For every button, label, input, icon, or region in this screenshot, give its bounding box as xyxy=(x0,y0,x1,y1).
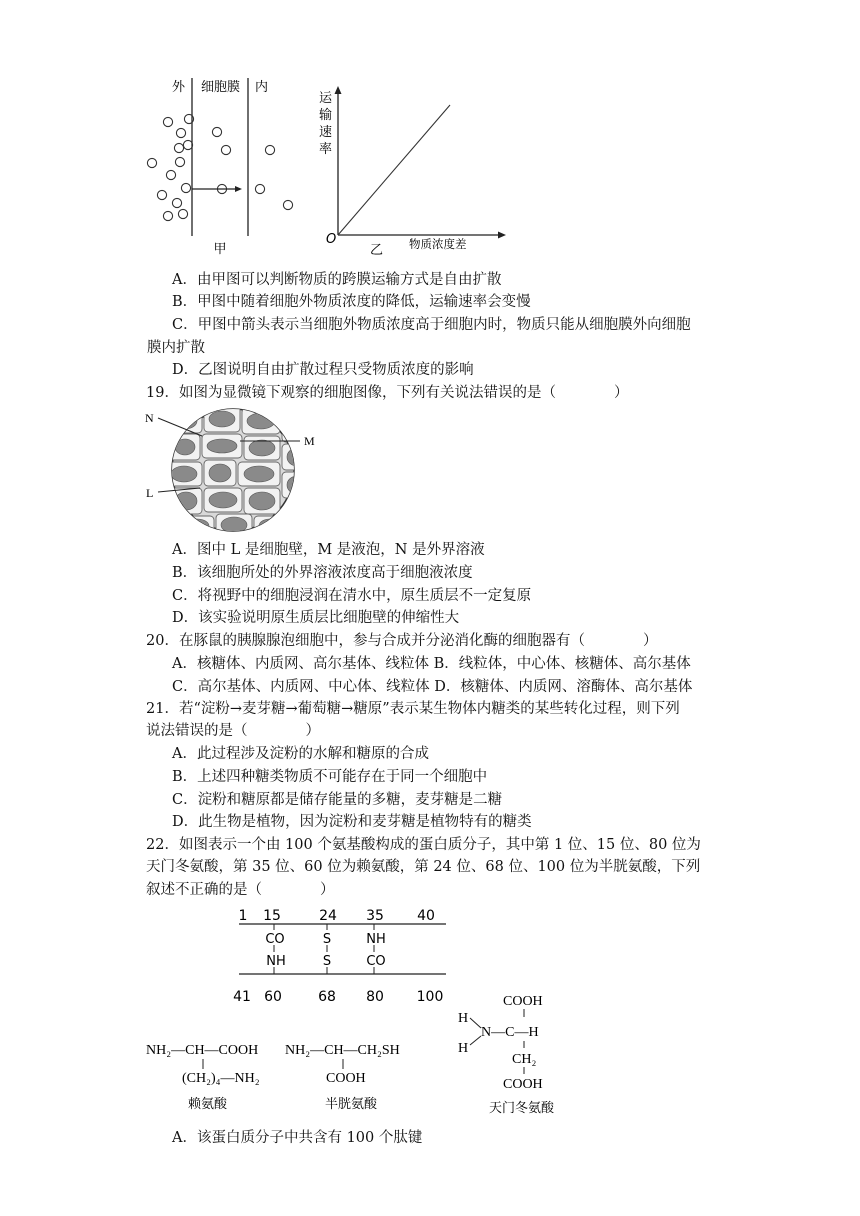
molecule xyxy=(174,143,183,152)
q22-stem: 22．如图表示一个由 100 个氨基酸构成的蛋白质分子，其中第 1 位、15 位、80 位为 xyxy=(146,837,701,853)
q21-stem: 21．若“淀粉→麦芽糖→葡萄糖→糖原”表示某生物体内糖类的某些转化过程，则下列 xyxy=(146,701,680,717)
q20-stem: 20．在豚鼠的胰腺腺泡细胞中，参与合成并分泌消化酶的细胞器有（ ） xyxy=(146,633,658,649)
x-axis-arrow xyxy=(498,232,506,239)
molecule xyxy=(163,117,172,126)
q22-stem-cont: 天门冬氨酸，第 35 位、60 位为赖氨酸，第 24 位、68 位、100 位为半胱氨酸，下列 xyxy=(146,859,701,875)
label-M: M xyxy=(304,434,315,448)
q19-option-c: C．将视野中的细胞浸润在清水中，原生质层不一定复原 xyxy=(172,588,532,604)
molecule xyxy=(283,200,292,209)
label-membrane: 细胞膜 xyxy=(201,80,241,95)
asp-H1: H xyxy=(458,1011,469,1026)
chain-top-pos: 35 xyxy=(366,908,384,924)
ylabel-char: 率 xyxy=(319,142,333,157)
molecule xyxy=(221,145,230,154)
origin-label: O xyxy=(326,232,337,247)
asp-H2: H xyxy=(458,1041,469,1056)
q21-stem-cont: 说法错误的是（ ） xyxy=(146,723,320,739)
chain-top-pos: 40 xyxy=(417,908,435,924)
q21-option-d: D．此生物是植物，因为淀粉和麦芽糖是植物特有的糖类 xyxy=(172,814,532,830)
molecule xyxy=(175,157,184,166)
caption-jia: 甲 xyxy=(213,242,227,257)
chain-bottom-pos: 80 xyxy=(366,989,384,1003)
chain-bottom-pos: 68 xyxy=(318,989,336,1003)
q19-option-a: A．图中 L 是细胞壁，M 是液泡，N 是外界溶液 xyxy=(172,542,485,558)
q18-option-c-cont: 膜内扩散 xyxy=(147,340,205,356)
q18-option-d: D．乙图说明自由扩散过程只受物质浓度的影响 xyxy=(172,362,474,378)
bond3-top: NH xyxy=(366,932,386,947)
bond1-top: CO xyxy=(265,932,285,947)
label-L: L xyxy=(146,486,154,500)
q22-stem-cont: 叙述不正确的是（ ） xyxy=(146,882,335,898)
bond2-bottom: S xyxy=(322,954,332,969)
chain-top-pos: 1 xyxy=(238,908,248,924)
y-axis-arrow xyxy=(335,86,342,94)
q21-option-c: C．淀粉和糖原都是储存能量的多糖，麦芽糖是二糖 xyxy=(172,792,503,808)
molecule xyxy=(212,127,221,136)
q18-option-b: B．甲图中随着细胞外物质浓度的降低，运输速率会变慢 xyxy=(172,294,531,310)
label-outside: 外 xyxy=(172,80,186,95)
molecule xyxy=(157,190,166,199)
ylabel-char: 运 xyxy=(319,91,333,106)
ylabel-char: 输 xyxy=(319,108,333,123)
q21-option-b: B．上述四种糖类物质不可能存在于同一个细胞中 xyxy=(172,769,488,785)
molecule xyxy=(265,145,274,154)
label-inside: 内 xyxy=(255,80,269,95)
q18-option-a: A．由甲图可以判断物质的跨膜运输方式是自由扩散 xyxy=(172,272,502,288)
arrow-head xyxy=(235,186,242,192)
q18-option-c: C．甲图中箭头表示当细胞外物质浓度高于细胞内时，物质只能从细胞膜外向细胞 xyxy=(172,317,691,333)
molecule xyxy=(183,140,192,149)
molecule xyxy=(163,211,172,220)
bond1-bottom: NH xyxy=(266,954,286,969)
q19-option-d: D．该实验说明原生质层比细胞壁的伸缩性大 xyxy=(172,610,460,626)
ylabel-char: 速 xyxy=(319,125,333,140)
molecule xyxy=(178,209,187,218)
lysine-name: 赖氨酸 xyxy=(188,1097,228,1112)
asp-ch2: CH₂ xyxy=(512,1052,537,1067)
cysteine-name: 半胱氨酸 xyxy=(325,1097,378,1112)
q21-option-a: A．此过程涉及淀粉的水解和糖原的合成 xyxy=(172,746,429,762)
rate-line xyxy=(338,105,450,235)
q20-options-ab: A．核糖体、内质网、高尔基体、线粒体 B．线粒体，中心体、核糖体、高尔基体 xyxy=(172,656,691,672)
amino-acid-structures xyxy=(140,985,580,1120)
molecules xyxy=(147,114,292,220)
cysteine-side: COOH xyxy=(326,1071,366,1086)
xlabel: 物质浓度差 xyxy=(409,237,467,251)
figure-yi xyxy=(310,82,510,262)
q22-option-a: A．该蛋白质分子中共含有 100 个肽键 xyxy=(172,1130,423,1146)
microscope-cell-image xyxy=(140,406,340,536)
molecule xyxy=(166,170,175,179)
molecule xyxy=(147,158,156,167)
label-N: N xyxy=(145,411,154,425)
caption-yi: 乙 xyxy=(370,243,384,258)
asp-cooh-bottom: COOH xyxy=(503,1077,543,1092)
molecule xyxy=(176,128,185,137)
chain-top-pos: 15 xyxy=(263,908,281,924)
lysine-side-chain: (CH₂)₄—NH₂ xyxy=(182,1071,260,1086)
bond3-bottom: CO xyxy=(366,954,386,969)
chain-bottom-pos: 60 xyxy=(264,989,282,1003)
aspartic-acid-name: 天门冬氨酸 xyxy=(489,1101,555,1116)
asp-cooh-top: COOH xyxy=(503,994,543,1009)
lysine-formula: NH₂—CH—COOH xyxy=(146,1043,259,1058)
q20-options-cd: C．高尔基体、内质网、中心体、线粒体 D．核糖体、内质网、溶酶体、高尔基体 xyxy=(172,679,693,695)
q19-stem: 19．如图为显微镜下观察的细胞图像，下列有关说法错误的是（ ） xyxy=(146,385,629,401)
molecule xyxy=(181,183,190,192)
chain-bottom-pos: 100 xyxy=(416,989,444,1003)
asp-N-C-H: N—C—H xyxy=(481,1025,539,1040)
chain-top-pos: 24 xyxy=(319,908,337,924)
q19-option-b: B．该细胞所处的外界溶液浓度高于细胞液浓度 xyxy=(172,565,473,581)
molecule xyxy=(255,184,264,193)
bond2-top: S xyxy=(322,932,332,947)
molecule xyxy=(172,198,181,207)
cysteine-formula: NH₂—CH—CH₂SH xyxy=(285,1043,400,1058)
chain-bottom-pos: 41 xyxy=(233,989,251,1003)
figure-jia xyxy=(140,74,300,259)
